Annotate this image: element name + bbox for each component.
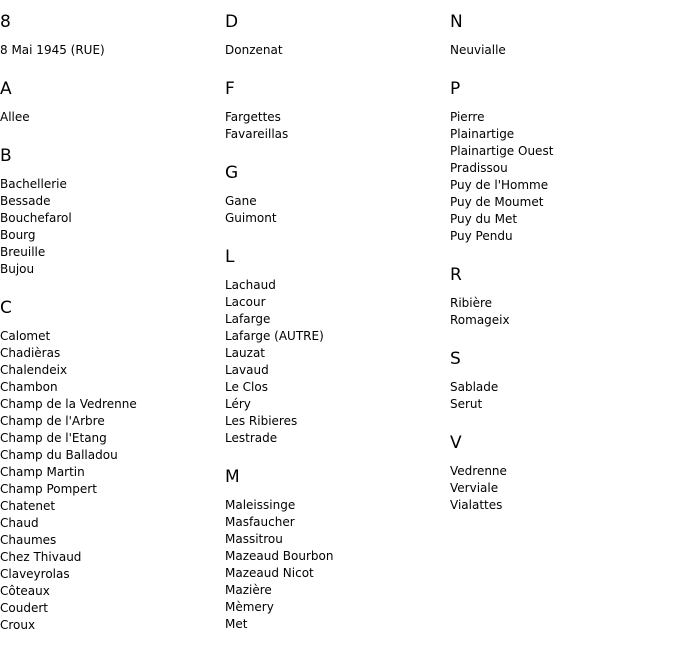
index-column (0, 12, 225, 654)
street-list (450, 295, 675, 329)
street-link[interactable]: Côteaux (0, 584, 50, 598)
letter-heading: N (450, 12, 463, 32)
street-link[interactable]: Lavaud (225, 363, 269, 377)
street-link[interactable]: Lachaud (225, 278, 276, 292)
street-link[interactable]: Vialattes (450, 498, 503, 512)
street-link[interactable]: Lafarge (225, 312, 271, 326)
letter-section (450, 12, 675, 59)
street-link[interactable]: Coudert (0, 601, 48, 615)
street-link[interactable]: Calomet (0, 329, 51, 343)
street-link[interactable]: Puy de l'Homme (450, 178, 549, 192)
index-column (225, 12, 450, 653)
street-link[interactable]: Champ Martin (0, 465, 85, 479)
street-link[interactable]: Mazière (225, 583, 272, 597)
letter-heading: C (0, 298, 12, 318)
street-link[interactable]: Champ de la Vedrenne (0, 397, 137, 411)
street-list (225, 277, 450, 447)
street-link[interactable]: Guimont (225, 211, 277, 225)
street-link[interactable]: Sablade (450, 380, 499, 394)
street-link[interactable]: Claveyrolas (0, 567, 70, 581)
street-list (225, 109, 450, 143)
street-list (450, 42, 675, 59)
street-link[interactable]: Fargettes (225, 110, 281, 124)
street-list (225, 42, 450, 59)
letter-heading: D (225, 12, 239, 32)
street-link[interactable]: Romageix (450, 313, 510, 327)
street-link[interactable]: Bessade (0, 194, 51, 208)
street-link[interactable]: Serut (450, 397, 483, 411)
letter-heading: F (225, 79, 235, 99)
street-link[interactable]: Chaud (0, 516, 39, 530)
street-list (225, 193, 450, 227)
street-list (450, 379, 675, 413)
street-link[interactable]: Champ de l'Etang (0, 431, 107, 445)
letter-section (450, 349, 675, 413)
street-link[interactable]: Puy Pendu (450, 229, 513, 243)
letter-heading: 8 (0, 12, 11, 32)
street-link[interactable]: Verviale (450, 481, 499, 495)
letter-section (225, 467, 450, 633)
street-link[interactable]: Plainartige Ouest (450, 144, 554, 158)
street-link[interactable]: Mazeaud Nicot (225, 566, 314, 580)
letter-section (225, 247, 450, 447)
street-link[interactable]: Ribière (450, 296, 493, 310)
street-link[interactable]: Masfaucher (225, 515, 295, 529)
street-link[interactable]: Puy du Met (450, 212, 518, 226)
street-link[interactable]: Chatenet (0, 499, 56, 513)
street-link[interactable]: Léry (225, 397, 251, 411)
street-link[interactable]: Champ Pompert (0, 482, 97, 496)
street-link[interactable]: Plainartige (450, 127, 515, 141)
street-link[interactable]: Lestrade (225, 431, 278, 445)
street-link[interactable]: Mazeaud Bourbon (225, 549, 334, 563)
letter-section (225, 12, 450, 59)
street-link[interactable]: Pradissou (450, 161, 508, 175)
letter-section (450, 433, 675, 514)
letter-section (0, 298, 225, 634)
street-link[interactable]: Chadièras (0, 346, 61, 360)
letter-heading: M (225, 467, 240, 487)
letter-section (0, 12, 225, 59)
letter-heading: B (0, 146, 12, 166)
letter-heading: V (450, 433, 462, 453)
street-link[interactable]: Les Ribieres (225, 414, 298, 428)
street-link[interactable]: Maleissinge (225, 498, 296, 512)
street-link[interactable]: Donzenat (225, 43, 283, 57)
street-link[interactable]: Chez Thivaud (0, 550, 82, 564)
street-link[interactable]: Lafarge (AUTRE) (225, 329, 324, 343)
street-list (225, 497, 450, 633)
street-link[interactable]: Le Clos (225, 380, 268, 394)
street-link[interactable]: Bujou (0, 262, 35, 276)
index-column (450, 12, 675, 534)
street-link[interactable]: Chambon (0, 380, 58, 394)
street-link[interactable]: Bachellerie (0, 177, 67, 191)
street-link[interactable]: Lauzat (225, 346, 266, 360)
letter-heading: P (450, 79, 461, 99)
street-list (0, 42, 225, 59)
street-link[interactable]: Croux (0, 618, 36, 632)
street-link[interactable]: Puy de Moumet (450, 195, 544, 209)
street-link[interactable]: Breuille (0, 245, 46, 259)
letter-section (0, 146, 225, 278)
street-list (0, 109, 225, 126)
street-link[interactable]: Met (225, 617, 248, 631)
letter-heading: G (225, 163, 239, 183)
letter-section (0, 79, 225, 126)
street-link[interactable]: Champ du Balladou (0, 448, 118, 462)
street-link[interactable]: Allee (0, 110, 30, 124)
letter-section (225, 163, 450, 227)
letter-section (450, 79, 675, 245)
letter-heading: S (450, 349, 461, 369)
street-link[interactable]: Lacour (225, 295, 266, 309)
street-link[interactable]: Chalendeix (0, 363, 68, 377)
street-link[interactable]: Vedrenne (450, 464, 507, 478)
letter-heading: A (0, 79, 12, 99)
street-list (0, 328, 225, 634)
street-link[interactable]: Champ de l'Arbre (0, 414, 105, 428)
street-link[interactable]: Pierre (450, 110, 485, 124)
street-link[interactable]: Massitrou (225, 532, 283, 546)
street-link[interactable]: Bourg (0, 228, 36, 242)
street-link[interactable]: Gane (225, 194, 257, 208)
letter-heading: R (450, 265, 462, 285)
street-list (0, 176, 225, 278)
letter-section (225, 79, 450, 143)
letter-heading: L (225, 247, 235, 267)
street-link[interactable]: Bouchefarol (0, 211, 72, 225)
street-link[interactable]: Chaumes (0, 533, 57, 547)
street-link[interactable]: 8 Mai 1945 (RUE) (0, 43, 105, 57)
letter-section (450, 265, 675, 329)
street-link[interactable]: Favareillas (225, 127, 289, 141)
street-list (450, 463, 675, 514)
street-list (450, 109, 675, 245)
street-link[interactable]: Neuvialle (450, 43, 506, 57)
street-link[interactable]: Mèmery (225, 600, 274, 614)
